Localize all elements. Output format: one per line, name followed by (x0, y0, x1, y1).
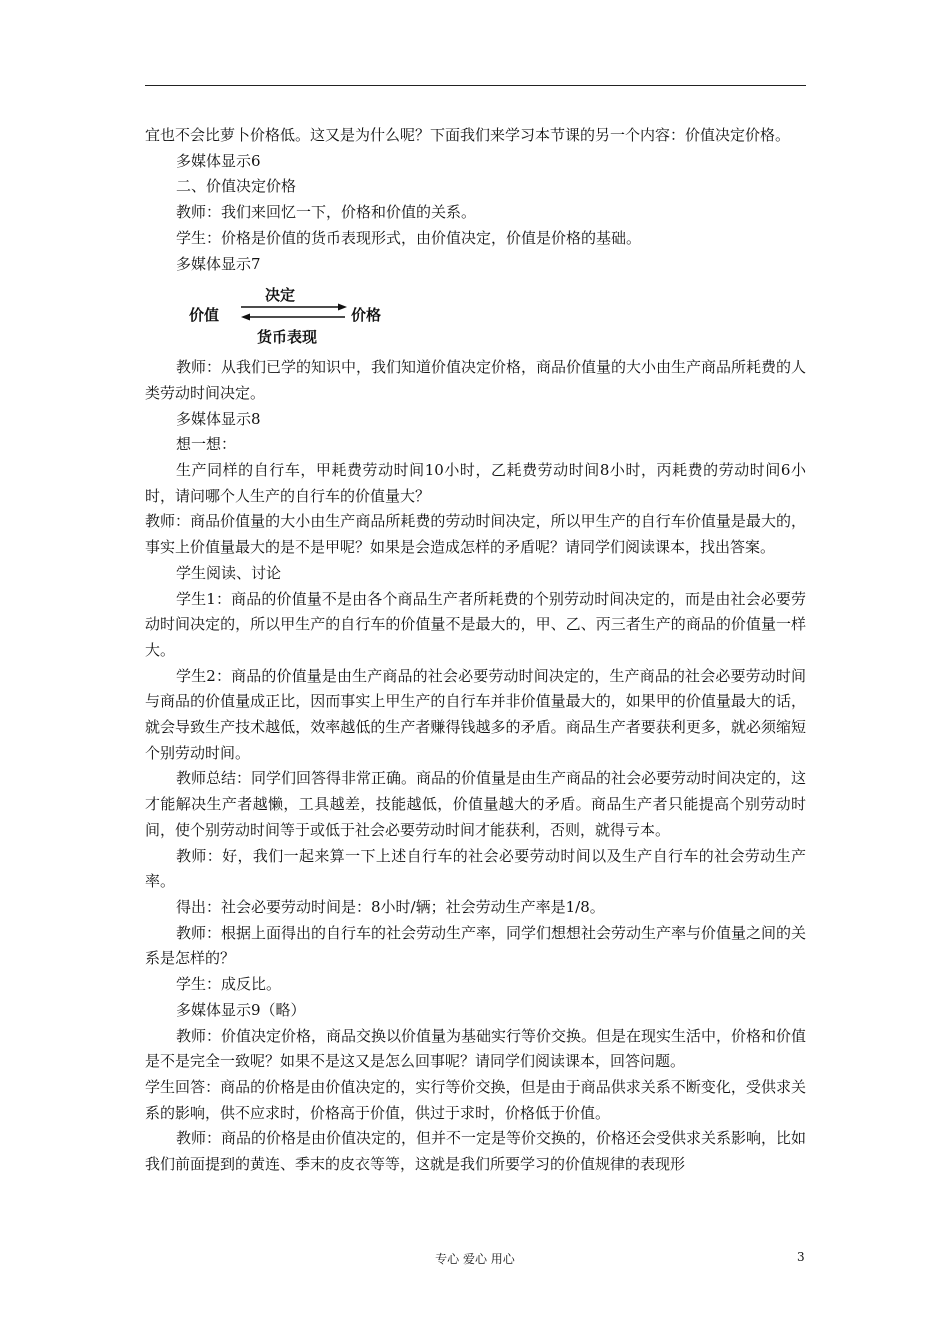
paragraph: 教师：我们来回忆一下，价格和价值的关系。 (176, 203, 477, 222)
diagram-left-label: 价值 (189, 306, 220, 325)
paragraph: 多媒体显示6 (176, 151, 261, 170)
paragraph: 二、价值决定价格 (176, 177, 297, 196)
paragraph: 学生阅读、讨论 (176, 563, 282, 582)
paragraph: 多媒体显示7 (176, 254, 261, 273)
paragraph: 多媒体显示8 (176, 409, 261, 428)
paragraph: 教师：商品的价格是由价值决定的，但并不一定是等价交换的，价格还会受供求关系影响，比如我们前面提到的黄连、季末的皮衣等等，这就是我们所要学习的价值规律的表现形 (145, 1129, 807, 1174)
paragraph: 多媒体显示9（略） (176, 1000, 306, 1019)
paragraph: 教师总结：同学们回答得非常正确。商品的价值量是由生产商品的社会必要劳动时间决定的，这才能解决生产者越懒，工具越差，技能越低，价值量越大的矛盾。商品生产者只能提高个别劳动时间，使个别劳动时间等于或低于社会必要劳动时间才能获利，否则，就得亏本。 (145, 769, 807, 839)
document-body (145, 123, 806, 1178)
paragraph: 想一想： (176, 435, 237, 454)
diagram-right-label: 价格 (351, 306, 382, 325)
value-price-diagram (145, 277, 806, 355)
footer-motto: 专心 爱心 用心 (435, 1252, 515, 1266)
diagram-top-label: 决定 (265, 286, 296, 305)
paragraph: 教师：价值决定价格，商品交换以价值量为基础实行等价交换。但是在现实生活中，价格和价值是不是完全一致呢？如果不是这又是怎么回事呢？请同学们阅读课本，回答问题。 (145, 1026, 807, 1071)
paragraph-group-1 (145, 123, 806, 277)
paragraph: 学生2：商品的价值量是由生产商品的社会必要劳动时间决定的，生产商品的社会必要劳动时间与商品的价值量成正比，因而事实上甲生产的自行车并非价值量最大的，如果甲的价值量最大的话，就会导致生产技术越低，效率越低的生产者赚得钱越多的矛盾。商品生产者要获利更多，就必须缩短个别劳动时间。 (145, 666, 806, 762)
paragraph: 学生1：商品的价值量不是由各个商品生产者所耗费的个别劳动时间决定的，而是由社会必要劳动时间决定的，所以甲生产的自行车的价值量不是最大的，甲、乙、丙三者生产的商品的价值量一样大。 (145, 589, 806, 659)
paragraph: 学生：价格是价值的货币表现形式，由价值决定，价值是价格的基础。 (176, 228, 642, 247)
arrow-right-head (338, 304, 347, 311)
paragraph: 教师：从我们已学的知识中，我们知道价值决定价格，商品价值量的大小由生产商品所耗费的人类劳动时间决定。 (145, 358, 807, 402)
arrow-left-head (241, 314, 250, 321)
page-number: 3 (797, 1250, 805, 1264)
paragraph-group-2 (145, 355, 806, 1178)
paragraph: 学生：成反比。 (176, 975, 282, 994)
paragraph: 学生回答：商品的价格是由价值决定的，实行等价交换，但是由于商品供求关系不断变化，受供求关系的影响，供不应求时，价格高于价值，供过于求时，价格低于价值。 (145, 1077, 806, 1122)
paragraph: 教师：商品价值量的大小由生产商品所耗费的劳动时间决定，所以甲生产的自行车价值量是最大的，事实上价值量最大的是不是甲呢？如果是会造成怎样的矛盾呢？请同学们阅读课本，找出答案。 (145, 512, 806, 557)
paragraph: 生产同样的自行车，甲耗费劳动时间10小时，乙耗费劳动时间8小时，丙耗费的劳动时间6小时，请问哪个人生产的自行车的价值量大？ (145, 461, 806, 505)
diagram-arrows (145, 277, 806, 355)
paragraph: 教师：根据上面得出的自行车的社会劳动生产率，同学们想想社会劳动生产率与价值量之间的关系是怎样的？ (145, 923, 807, 968)
diagram-bottom-label: 货币表现 (257, 328, 318, 347)
paragraph: 得出：社会必要劳动时间是：8小时/辆；社会劳动生产率是1/8。 (176, 897, 605, 916)
header-rule (145, 85, 806, 86)
paragraph: 教师：好，我们一起来算一下上述自行车的社会必要劳动时间以及生产自行车的社会劳动生产率。 (145, 846, 806, 891)
paragraph: 宜也不会比萝卜价格低。这又是为什么呢？下面我们来学习本节课的另一个内容：价值决定价格。 (145, 126, 791, 144)
